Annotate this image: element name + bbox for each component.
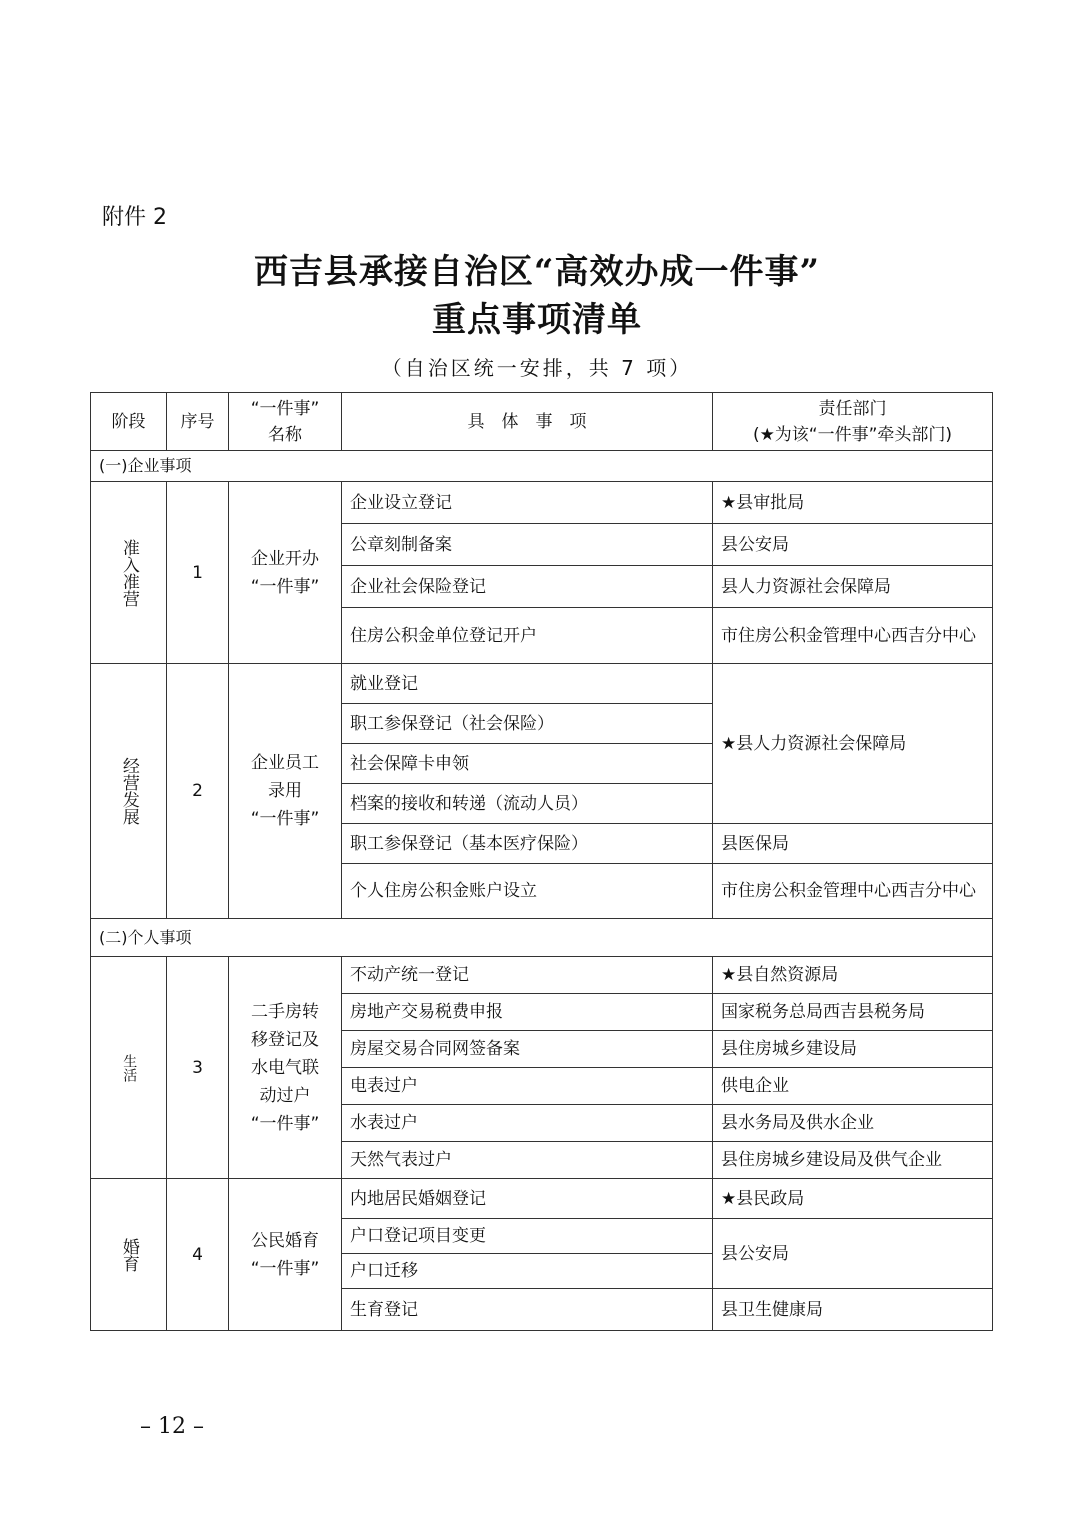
item-cell: 不动产统一登记 — [342, 957, 713, 994]
dept-cell: 县人力资源社会保障局 — [713, 566, 993, 608]
name-cell — [229, 482, 342, 664]
seq-cell: 4 — [167, 1179, 229, 1331]
dept-cell: 县医保局 — [713, 824, 993, 864]
name-line: 二手房转 — [251, 1001, 319, 1022]
name-cell — [229, 957, 342, 1179]
table-row — [91, 957, 993, 994]
title-line-1: 西吉县承接自治区“高效办成一件事” — [253, 252, 821, 292]
stage-cell — [91, 482, 167, 664]
header-dept-line2: (★为该“一件事”牵头部门) — [752, 424, 953, 445]
item-cell: 水表过户 — [342, 1105, 713, 1142]
name-line: 移登记及 — [251, 1029, 319, 1050]
dept-cell: 市住房公积金管理中心西吉分中心 — [713, 864, 993, 919]
stage-cell — [91, 1179, 167, 1331]
section-row — [91, 451, 993, 482]
attachment-label: 附件 2 — [102, 205, 167, 230]
stage-cell — [91, 957, 167, 1179]
name-line: “一件事” — [250, 1258, 320, 1279]
header-seq: 序号 — [167, 393, 229, 451]
name-cell — [229, 1179, 342, 1331]
item-cell: 企业社会保险登记 — [342, 566, 713, 608]
table-row — [91, 664, 993, 704]
name-line: 动过户 — [259, 1085, 311, 1106]
item-cell: 内地居民婚姻登记 — [342, 1179, 713, 1219]
dept-cell: 国家税务总局西吉县税务局 — [713, 994, 993, 1031]
table-row — [91, 1179, 993, 1219]
subtitle: （自治区统一安排，共 7 项） — [381, 356, 693, 380]
stage-label: 婚育 — [118, 1237, 139, 1272]
dept-cell: 县公安局 — [713, 524, 993, 566]
dept-cell: ★县人力资源社会保障局 — [713, 664, 993, 824]
section-title: (二)个人事项 — [91, 919, 993, 957]
dept-cell: ★县自然资源局 — [713, 957, 993, 994]
name-line: 公民婚育 — [251, 1230, 319, 1251]
item-cell: 企业设立登记 — [342, 482, 713, 524]
title-line-2: 重点事项清单 — [432, 300, 642, 340]
dept-cell: 供电企业 — [713, 1068, 993, 1105]
header-items: 具 体 事 项 — [342, 393, 713, 451]
item-cell: 公章刻制备案 — [342, 524, 713, 566]
matters-table — [90, 392, 993, 1331]
header-dept-line1: 责任部门 — [818, 398, 887, 419]
item-cell: 个人住房公积金账户设立 — [342, 864, 713, 919]
name-line: 录用 — [268, 781, 302, 801]
header-dept — [713, 393, 993, 451]
item-cell: 职工参保登记（社会保险） — [342, 704, 713, 744]
item-cell: 房屋交易合同网签备案 — [342, 1031, 713, 1068]
name-line: “一件事” — [250, 809, 320, 829]
name-cell — [229, 664, 342, 919]
stage-label: 准入准营 — [118, 538, 139, 607]
table-header-row — [91, 393, 993, 451]
name-line: “一件事” — [250, 1113, 320, 1134]
page-number: – 12 – — [140, 1414, 204, 1439]
item-cell: 户口登记项目变更 — [342, 1219, 713, 1254]
item-cell: 职工参保登记（基本医疗保险） — [342, 824, 713, 864]
item-cell: 户口迁移 — [342, 1254, 713, 1289]
name-line: 水电气联 — [251, 1057, 319, 1078]
item-cell: 档案的接收和转递（流动人员） — [342, 784, 713, 824]
stage-label: 经营发展 — [118, 757, 139, 825]
dept-cell: 县住房城乡建设局及供气企业 — [713, 1142, 993, 1179]
header-name-line1: “一件事” — [250, 398, 320, 419]
table-row — [91, 482, 993, 524]
stage-label: 生活 — [121, 1053, 138, 1082]
header-stage: 阶段 — [91, 393, 167, 451]
dept-cell: 县水务局及供水企业 — [713, 1105, 993, 1142]
dept-cell: ★县审批局 — [713, 482, 993, 524]
seq-cell: 2 — [167, 664, 229, 919]
section-row — [91, 919, 993, 957]
item-cell: 房地产交易税费申报 — [342, 994, 713, 1031]
item-cell: 社会保障卡申领 — [342, 744, 713, 784]
name-line: “一件事” — [250, 576, 320, 597]
stage-cell — [91, 664, 167, 919]
item-cell: 天然气表过户 — [342, 1142, 713, 1179]
dept-cell: 市住房公积金管理中心西吉分中心 — [713, 608, 993, 664]
name-line: 企业开办 — [251, 548, 319, 569]
item-cell: 生育登记 — [342, 1289, 713, 1331]
header-name-line2: 名称 — [268, 424, 302, 445]
dept-cell: 县卫生健康局 — [713, 1289, 993, 1331]
dept-cell: ★县民政局 — [713, 1179, 993, 1219]
name-line: 企业员工 — [251, 753, 319, 773]
seq-cell: 3 — [167, 957, 229, 1179]
item-cell: 就业登记 — [342, 664, 713, 704]
header-name — [229, 393, 342, 451]
section-title: (一)企业事项 — [91, 451, 993, 482]
item-cell: 住房公积金单位登记开户 — [342, 608, 713, 664]
dept-cell: 县公安局 — [713, 1219, 993, 1289]
item-cell: 电表过户 — [342, 1068, 713, 1105]
dept-cell: 县住房城乡建设局 — [713, 1031, 993, 1068]
seq-cell: 1 — [167, 482, 229, 664]
